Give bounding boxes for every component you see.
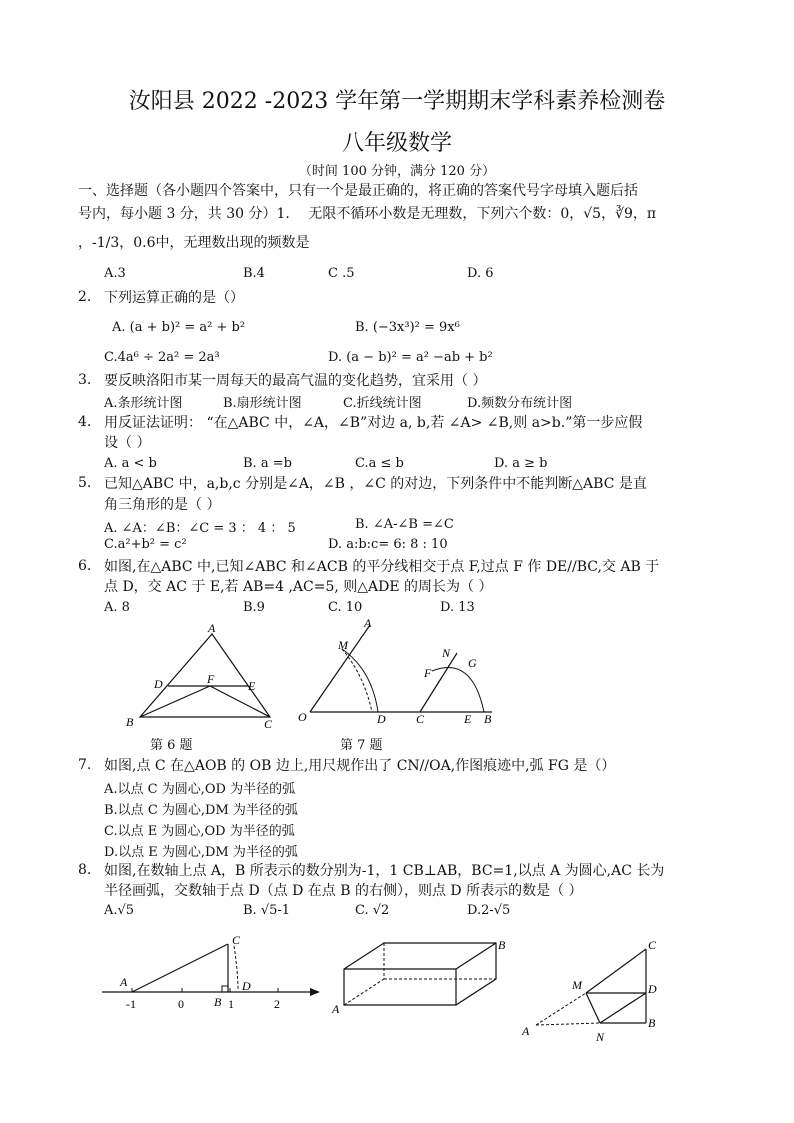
fig7-label-o: O [298,710,307,724]
q6-number: 6. [78,558,92,574]
figure-8-number-line [98,928,328,1018]
fig6-label-a: A [208,621,216,635]
fig9-label-m: M [572,978,582,992]
q8-number: 8. [78,862,92,878]
fig8-tick-2: 2 [274,997,280,1011]
fig6-label-f: F [207,672,215,686]
figure-6-caption: 第 6 题 [150,738,193,753]
fig7-label-e: E [464,712,472,726]
q6-option-d: D. 13 [440,600,475,615]
q4-option-c: C.a ≤ b [355,456,404,471]
box-label-b: B [498,938,506,952]
fig9-label-n: N [596,1030,605,1044]
figure-7-construction [292,615,502,730]
q3-option-d: D.频数分布统计图 [467,396,573,411]
fig9-label-a: A [522,1024,530,1038]
fig8-tick-1: 1 [228,997,234,1011]
q3-option-a: A.条形统计图 [104,396,183,411]
q7-option-a: A.以点 C 为圆心,OD 为半径的弧 [104,782,296,797]
q5-number: 5. [78,475,92,491]
q3-stem: 要反映洛阳市某一周每天的最高气温的变化趋势，宜采用（ ） [104,373,487,389]
q6-option-b: B.9 [243,600,265,615]
q4-option-d: D. a ≥ b [494,456,548,471]
figure-7-caption: 第 7 题 [340,738,383,753]
q8-stem-line1: 如图,在数轴上点 A，B 所表示的数分别为-1，1 CB⊥AB，BC=1,以点 A 为圆心,AC 长为 [104,863,665,879]
fig6-label-d: D [154,677,163,691]
q7-option-c: C.以点 E 为圆心,OD 为半径的弧 [104,824,295,839]
figure-6-triangle [118,620,288,735]
q5-option-b: B. ∠A-∠B =∠C [355,517,454,532]
q7-stem: 如图,点 C 在△AOB 的 OB 边上,用尺规作出了 CN//OA,作图痕迹中,弧 FG 是（） [104,758,616,774]
fig7-label-g: G [468,656,477,670]
q4-stem-line1: 用反证法证明： “在△ABC 中，∠A，∠B”对边 a, b,若 ∠A> ∠B,则 a>b.”第一步应假 [104,415,643,431]
q2-number: 2. [78,289,92,305]
q2-option-a: A. (a + b)² = a² + b² [112,320,246,335]
section-heading-line2: 号内，每小题 3 分，共 30 分）1. 无限不循环小数是无理数，下列六个数：0，√5，∛9，π [78,206,657,222]
fig6-label-e: E [248,679,256,693]
q6-option-c: C. 10 [328,600,363,615]
exam-subtitle: 八年级数学 [341,131,452,156]
q5-stem-line1: 已知△ABC 中，a,b,c 分别是∠A，∠B ，∠C 的对边，下列条件中不能判断△ABC 是直 [104,476,647,492]
q2-option-d: D. (a − b)² = a² −ab + b² [328,350,493,365]
q8-stem-line2: 半径画弧，交数轴于点 D（点 D 在点 B 的右侧），则点 D 所表示的数是（ ） [104,883,583,899]
q3-option-b: B.扇形统计图 [223,396,302,411]
section-heading-line1: 一、选择题（各小题四个答案中，只有一个是最正确的，将正确的答案代号字母填入题后括 [78,183,638,199]
q1-option-d: D. 6 [467,266,494,281]
q4-option-a: A. a < b [104,456,157,471]
fig7-label-f: F [424,666,432,680]
q7-option-d: D.以点 E 为圆心,DM 为半径的弧 [104,845,298,860]
q6-option-a: A. 8 [104,600,130,615]
fig7-label-n: N [442,646,451,660]
fig6-label-b: B [126,715,134,729]
q7-number: 7. [78,757,92,773]
q5-option-d: D. a:b:c= 6: 8 : 10 [328,537,448,552]
fig8-tick-neg1: -1 [126,997,136,1011]
figure-ladder [512,935,672,1050]
fig7-label-c: C [416,712,425,726]
q1-line3: ，-1/3，0.6中，无理数出现的频数是 [78,235,310,251]
q2-option-c: C.4a⁶ ÷ 2a² = 2a³ [104,350,220,365]
q5-option-a: A. ∠A：∠B：∠C = 3 ： 4 ： 5 [104,521,296,536]
q4-option-b: B. a =b [243,456,292,471]
q1-option-a: A.3 [104,266,126,281]
q2-stem: 下列运算正确的是（） [104,290,244,306]
q6-stem-line2: 点 D，交 AC 于 E,若 AB=4 ,AC=5, 则△ADE 的周长为（ ） [104,579,493,595]
q6-stem-line1: 如图,在△ABC 中,已知∠ABC 和∠ACB 的平分线相交于点 F,过点 F 作 DE//BC,交 AB 于 [104,559,660,575]
q8-option-b: B. √5-1 [243,903,291,918]
fig9-label-b: B [648,1016,656,1030]
q3-number: 3. [78,372,92,388]
fig7-label-d: D [377,712,386,726]
q5-option-c: C.a²+b² = c² [104,537,187,552]
fig8-tick-0: 0 [178,997,184,1011]
figure-box [328,935,518,1020]
fig6-label-c: C [264,717,273,731]
q1-option-c: C .5 [328,266,355,281]
q1-option-b: B.4 [243,266,265,281]
q3-option-c: C.折线统计图 [343,396,422,411]
fig8-label-b: B [214,995,222,1009]
fig7-label-m: M [338,638,348,652]
q2-option-b: B. (−3x³)² = 9x⁶ [355,320,460,335]
fig7-label-b: B [484,712,492,726]
q8-option-d: D.2-√5 [467,903,511,918]
fig9-label-c: C [648,938,657,952]
q8-option-c: C. √2 [355,903,390,918]
fig9-label-d: D [648,982,657,996]
fig8-label-a: A [120,975,128,989]
fig8-label-d: D [242,979,251,993]
exam-title: 汝阳县 2022 -2023 学年第一学期期末学科素养检测卷 [128,89,666,114]
q5-stem-line2: 角三角形的是（ ） [104,497,221,513]
box-label-a: A [332,1002,340,1016]
q4-number: 4. [78,414,92,430]
q8-option-a: A.√5 [104,903,135,918]
time-note: （时间 100 分钟，满分 120 分） [298,164,496,179]
fig7-label-a: A [364,616,372,630]
fig8-label-c: C [232,933,241,947]
q7-option-b: B.以点 C 为圆心,DM 为半径的弧 [104,803,298,818]
q4-stem-line2: 设（ ） [104,435,151,451]
